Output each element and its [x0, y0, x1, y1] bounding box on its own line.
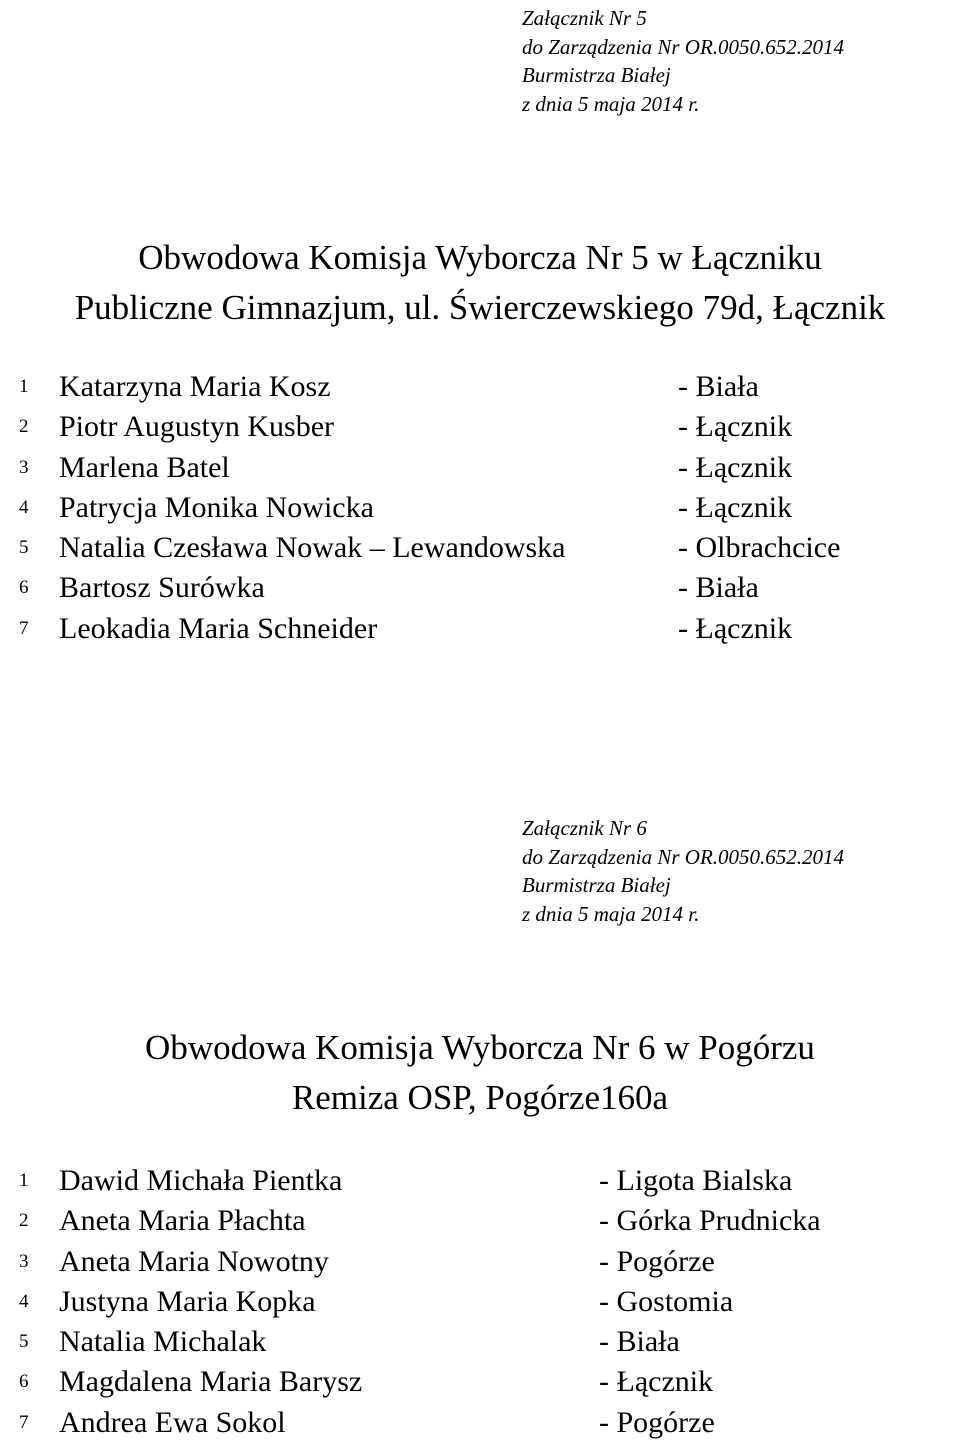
annex-date: z dnia 5 maja 2014 r.	[522, 91, 700, 116]
member-name: Natalia Czesława Nowak – Lewandowska	[59, 531, 566, 565]
member-place: - Łącznik	[678, 611, 793, 645]
member-name: Katarzyna Maria Kosz	[59, 370, 331, 403]
annex-issuer: Burmistrza Białej	[522, 63, 671, 87]
member-name: Piotr Augustyn Kusber	[59, 410, 335, 444]
list-item	[0, 367, 960, 407]
list-item	[0, 1322, 960, 1362]
member-name: Natalia Michalak	[59, 1325, 267, 1359]
commission-heading	[0, 1023, 960, 1123]
member-number: 2	[19, 1210, 29, 1232]
member-number: 1	[19, 376, 29, 397]
member-list	[0, 367, 960, 649]
member-number: 5	[19, 1331, 29, 1353]
member-number: 3	[19, 456, 29, 478]
member-place: - Olbrachcice	[678, 531, 841, 565]
member-number: 6	[19, 1371, 29, 1393]
list-item	[0, 1161, 960, 1201]
member-number: 7	[19, 1411, 29, 1433]
member-name: Leokadia Maria Schneider	[59, 611, 378, 645]
member-name: Justyna Maria Kopka	[59, 1284, 316, 1318]
list-item	[0, 1403, 960, 1443]
commission-location: Publiczne Gimnazjum, ul. Świerczewskiego 79d, Łącznik	[74, 288, 886, 327]
member-place: - Biała	[599, 1325, 680, 1359]
annex-issuer: Burmistrza Białej	[522, 873, 671, 897]
annex-note	[522, 814, 844, 928]
member-name: Dawid Michała Pientka	[59, 1164, 343, 1197]
list-item	[0, 1362, 960, 1402]
list-item	[0, 568, 960, 608]
list-item	[0, 528, 960, 568]
member-number: 3	[19, 1250, 29, 1272]
member-number: 6	[19, 577, 29, 599]
member-place: - Pogórze	[599, 1244, 715, 1278]
annex-number: Załącznik Nr 5	[522, 6, 647, 30]
list-item	[0, 1201, 960, 1241]
member-name: Patrycja Monika Nowicka	[59, 490, 374, 524]
annex-note	[522, 4, 844, 118]
list-item	[0, 609, 960, 649]
commission-heading	[0, 233, 960, 333]
member-name: Magdalena Maria Barysz	[59, 1365, 363, 1399]
member-place: - Łącznik	[678, 450, 793, 484]
annex-reference: do Zarządzenia Nr OR.0050.652.2014	[522, 844, 845, 869]
list-item	[0, 407, 960, 447]
member-place: - Łącznik	[678, 410, 793, 444]
list-item	[0, 1242, 960, 1282]
member-name: Aneta Maria Płachta	[59, 1204, 306, 1238]
member-place: - Gostomia	[599, 1284, 734, 1318]
annex-reference: do Zarządzenia Nr OR.0050.652.2014	[522, 34, 845, 59]
annex-number: Załącznik Nr 6	[522, 816, 647, 840]
member-name: Marlena Batel	[59, 450, 230, 484]
member-place: - Biała	[678, 370, 759, 403]
annex-date: z dnia 5 maja 2014 r.	[522, 901, 700, 926]
member-place: - Górka Prudnicka	[599, 1204, 821, 1238]
member-place: - Pogórze	[599, 1405, 715, 1439]
commission-title: Obwodowa Komisja Wyborcza Nr 6 w Pogórzu	[145, 1028, 815, 1067]
member-name: Andrea Ewa Sokol	[59, 1405, 286, 1439]
member-number: 5	[19, 537, 29, 559]
member-place: - Biała	[678, 571, 759, 605]
member-name: Aneta Maria Nowotny	[59, 1244, 329, 1278]
member-place: - Ligota Bialska	[599, 1164, 793, 1197]
list-item	[0, 448, 960, 488]
member-number: 7	[19, 617, 29, 639]
commission-title: Obwodowa Komisja Wyborcza Nr 5 w Łączniku	[138, 238, 822, 277]
member-number: 2	[19, 416, 29, 438]
member-number: 4	[19, 1290, 29, 1312]
member-number: 1	[19, 1170, 29, 1191]
member-list	[0, 1161, 960, 1443]
member-place: - Łącznik	[678, 490, 793, 524]
member-place: - Łącznik	[599, 1365, 714, 1399]
commission-location: Remiza OSP, Pogórze160a	[291, 1078, 669, 1117]
member-number: 4	[19, 496, 29, 518]
list-item	[0, 1282, 960, 1322]
list-item	[0, 488, 960, 528]
member-name: Bartosz Surówka	[59, 571, 265, 605]
